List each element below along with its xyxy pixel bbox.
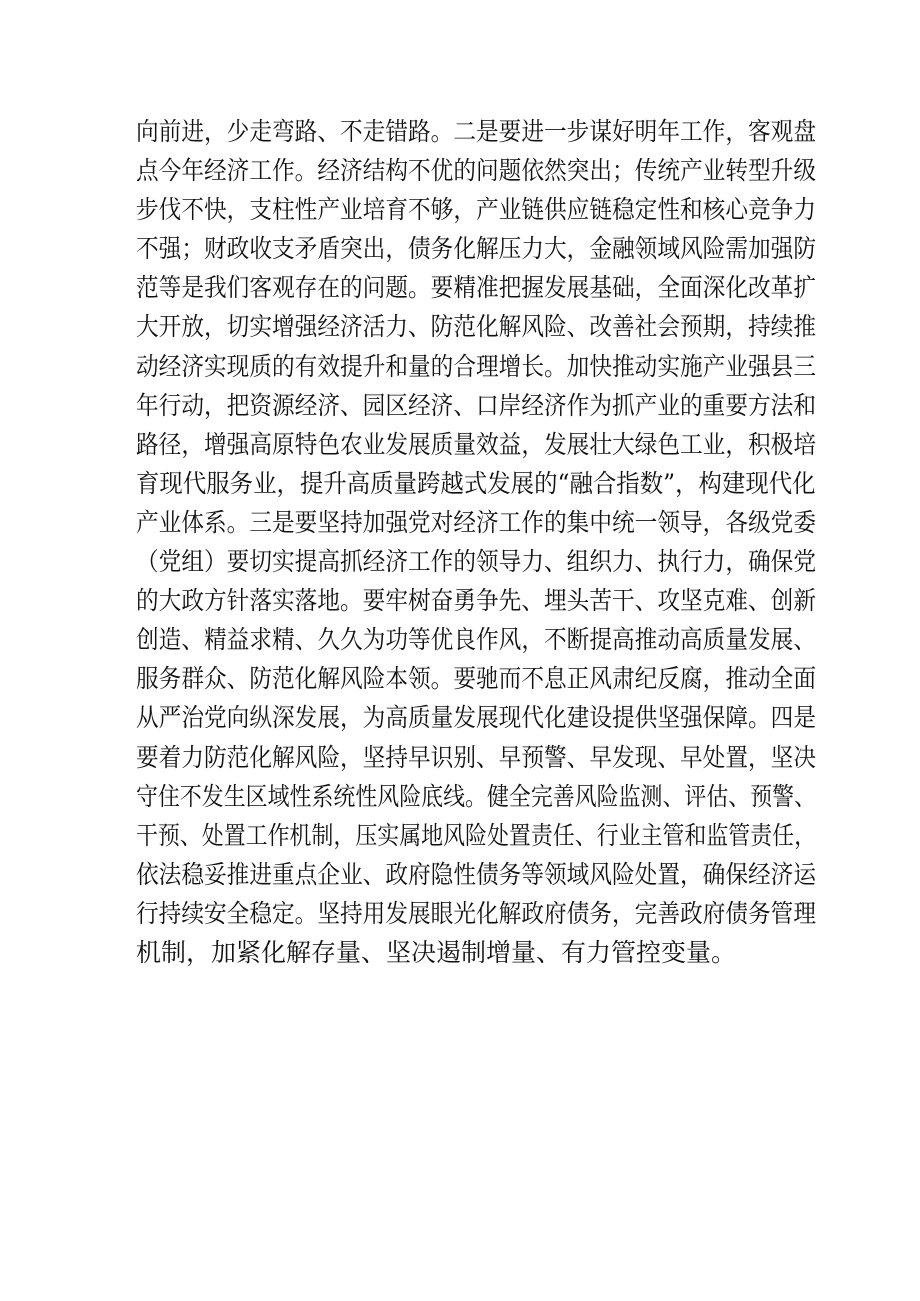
text-line-13: 的大政方针落实落地。要牢树奋勇争先、埋头苦干、攻坚克难、创新 xyxy=(136,586,817,616)
text-line-3: 步伐不快，支柱性产业培育不够，产业链供应链稳定性和核心竞争力 xyxy=(136,195,817,225)
text-line-17: 要着力防范化解风险，坚持早识别、早预警、早发现、早处置，坚决 xyxy=(136,742,817,772)
text-line-9: 路径，增强高原特色农业发展质量效益，发展壮大绿色工业，积极培 xyxy=(136,429,817,459)
text-line-8: 年行动，把资源经济、园区经济、口岸经济作为抓产业的重要方法和 xyxy=(136,390,817,420)
text-line-22: 机制，加紧化解存量、坚决遏制增量、有力管控变量。 xyxy=(136,937,737,967)
text-line-14: 创造、精益求精、久久为功等优良作风，不断提高推动高质量发展、 xyxy=(136,625,817,655)
text-line-5: 范等是我们客观存在的问题。要精准把握发展基础，全面深化改革扩 xyxy=(136,273,817,303)
text-line-1: 向前进，少走弯路、不走错路。二是要进一步谋好明年工作，客观盘 xyxy=(136,117,817,146)
text-line-21: 行持续安全稳定。坚持用发展眼光化解政府债务，完善政府债务管理 xyxy=(136,898,817,928)
text-line-2: 点今年经济工作。经济结构不优的问题依然突出；传统产业转型升级 xyxy=(136,156,817,186)
text-line-6: 大开放，切实增强经济活力、防范化解风险、改善社会预期，持续推 xyxy=(136,312,817,342)
text-line-20: 依法稳妥推进重点企业、政府隐性债务等领域风险处置，确保经济运 xyxy=(136,859,817,889)
text-line-16: 从严治党向纵深发展，为高质量发展现代化建设提供坚强保障。四是 xyxy=(136,703,817,733)
text-line-18: 守住不发生区域性系统性风险底线。健全完善风险监测、评估、预警、 xyxy=(136,781,817,811)
text-line-11: 产业体系。三是要坚持加强党对经济工作的集中统一领导，各级党委 xyxy=(136,507,817,537)
text-line-15: 服务群众、防范化解风险本领。要驰而不息正风肃纪反腐，推动全面 xyxy=(136,664,817,694)
text-line-4: 不强；财政收支矛盾突出，债务化解压力大，金融领域风险需加强防 xyxy=(136,234,817,264)
text-line-7: 动经济实现质的有效提升和量的合理增长。加快推动实施产业强县三 xyxy=(136,351,817,381)
text-line-10: 育现代服务业，提升高质量跨越式发展的“融合指数”，构建现代化 xyxy=(136,468,816,498)
text-line-12: （党组）要切实提高抓经济工作的领导力、组织力、执行力，确保党 xyxy=(136,547,817,577)
body-paragraph xyxy=(136,112,817,972)
text-line-19: 干预、处置工作机制，压实属地风险处置责任、行业主管和监管责任， xyxy=(136,820,817,850)
